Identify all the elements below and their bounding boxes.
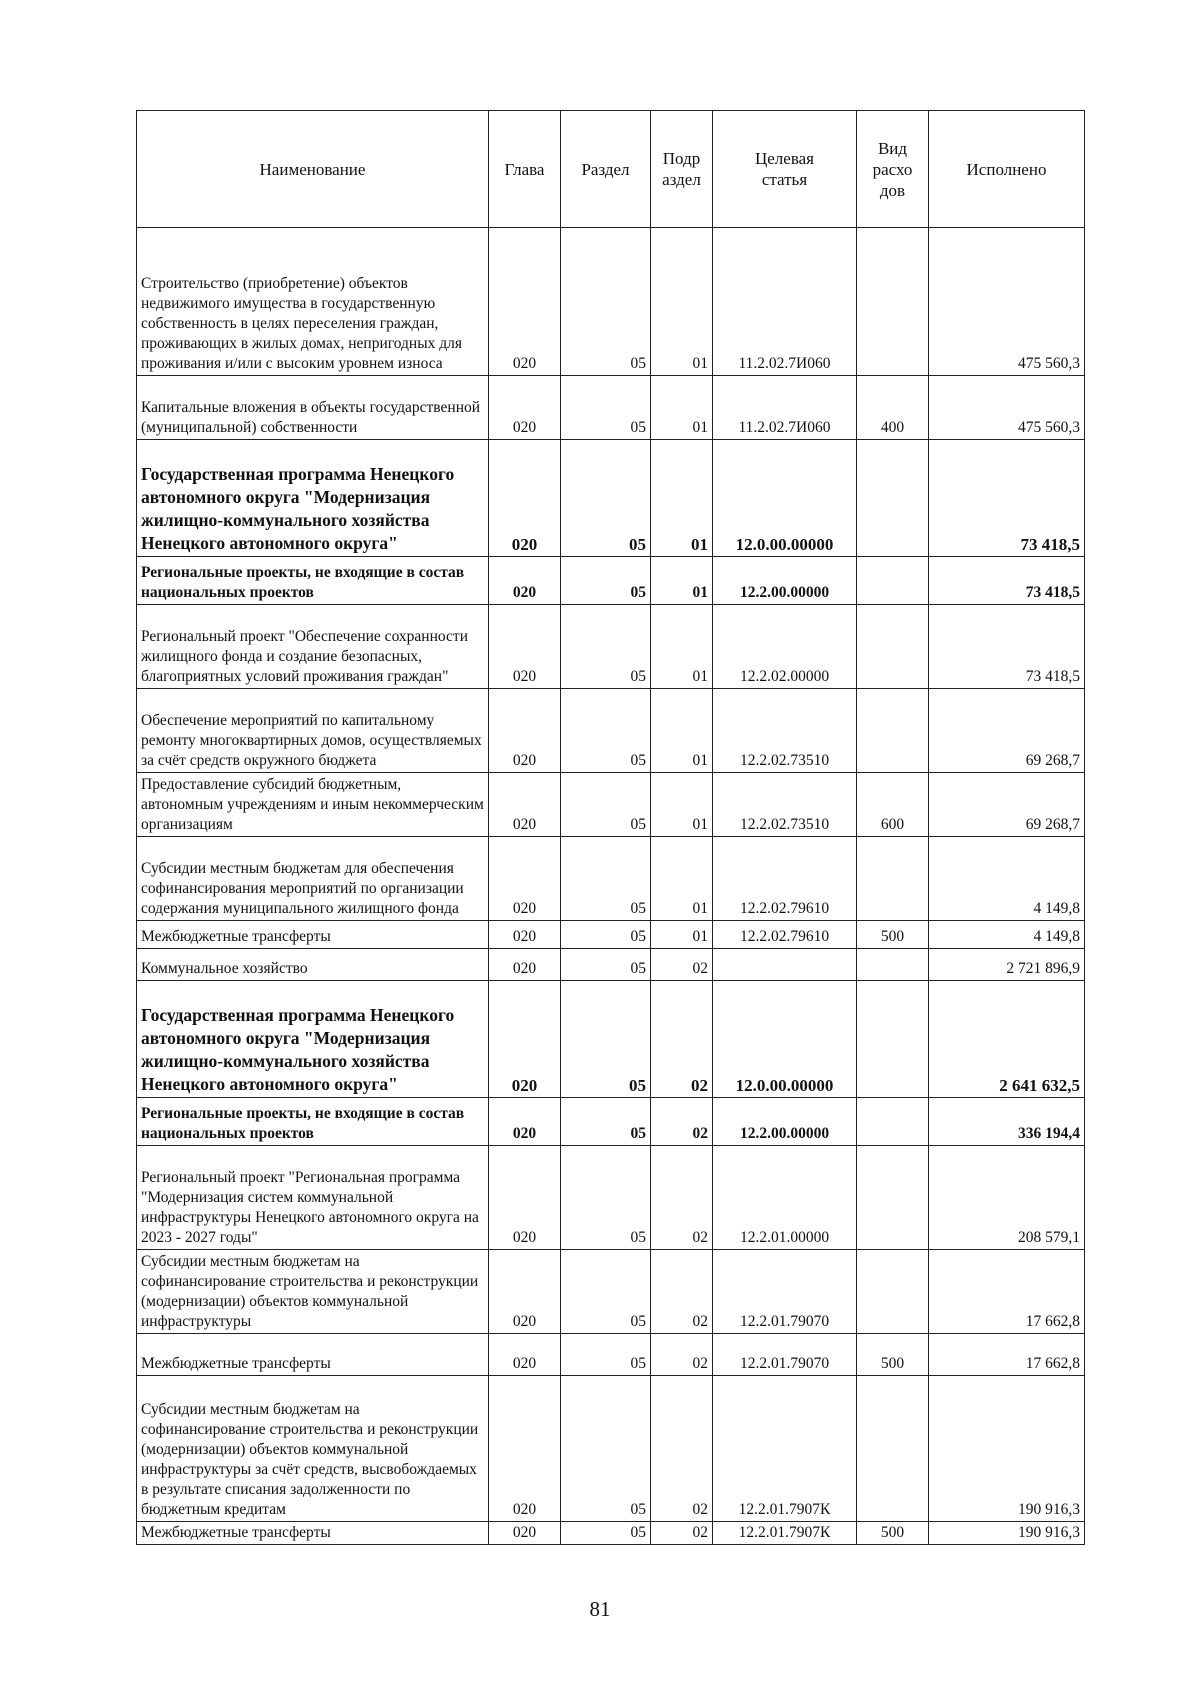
cell-section: 05 xyxy=(561,1098,651,1146)
cell-chapter: 020 xyxy=(489,440,561,557)
cell-chapter: 020 xyxy=(489,376,561,440)
cell-target: 12.2.02.79610 xyxy=(713,837,857,921)
cell-chapter: 020 xyxy=(489,773,561,837)
cell-name: Предоставление субсидий бюджетным, автономным учреждениям и иным некоммерческим организациям xyxy=(137,773,489,837)
cell-kind xyxy=(857,837,929,921)
table-row xyxy=(137,1334,1085,1376)
cell-executed: 4 149,8 xyxy=(929,837,1085,921)
table-row-project-group xyxy=(137,1098,1085,1146)
cell-executed: 17 662,8 xyxy=(929,1334,1085,1376)
cell-kind xyxy=(857,557,929,605)
table-row xyxy=(137,1146,1085,1250)
cell-executed: 475 560,3 xyxy=(929,228,1085,376)
cell-target xyxy=(713,949,857,981)
cell-section: 05 xyxy=(561,376,651,440)
cell-chapter: 020 xyxy=(489,1250,561,1334)
cell-subsection: 01 xyxy=(651,689,713,773)
cell-section: 05 xyxy=(561,689,651,773)
cell-subsection: 01 xyxy=(651,376,713,440)
cell-target: 12.0.00.00000 xyxy=(713,981,857,1098)
cell-kind xyxy=(857,440,929,557)
cell-subsection: 01 xyxy=(651,837,713,921)
cell-subsection: 01 xyxy=(651,921,713,949)
cell-kind: 500 xyxy=(857,1522,929,1545)
cell-executed: 73 418,5 xyxy=(929,605,1085,689)
cell-executed: 4 149,8 xyxy=(929,921,1085,949)
cell-section: 05 xyxy=(561,1250,651,1334)
cell-section: 05 xyxy=(561,837,651,921)
cell-executed: 190 916,3 xyxy=(929,1522,1085,1545)
cell-kind xyxy=(857,949,929,981)
cell-chapter: 020 xyxy=(489,605,561,689)
cell-target: 12.2.00.00000 xyxy=(713,1098,857,1146)
cell-target: 12.2.01.7907К xyxy=(713,1522,857,1545)
cell-target: 12.2.01.79070 xyxy=(713,1334,857,1376)
cell-executed: 69 268,7 xyxy=(929,689,1085,773)
cell-target: 12.2.01.7907К xyxy=(713,1376,857,1522)
cell-subsection: 01 xyxy=(651,228,713,376)
cell-executed: 208 579,1 xyxy=(929,1146,1085,1250)
cell-name: Межбюджетные трансферты xyxy=(137,921,489,949)
table-row xyxy=(137,605,1085,689)
cell-subsection: 02 xyxy=(651,1098,713,1146)
cell-kind xyxy=(857,228,929,376)
cell-target: 11.2.02.7И060 xyxy=(713,228,857,376)
cell-executed: 69 268,7 xyxy=(929,773,1085,837)
cell-kind xyxy=(857,605,929,689)
cell-target: 12.2.01.00000 xyxy=(713,1146,857,1250)
cell-target: 12.0.00.00000 xyxy=(713,440,857,557)
cell-executed: 2 641 632,5 xyxy=(929,981,1085,1098)
header-name: Наименование xyxy=(137,111,489,228)
header-section: Раздел xyxy=(561,111,651,228)
cell-section: 05 xyxy=(561,605,651,689)
cell-chapter: 020 xyxy=(489,557,561,605)
cell-subsection: 02 xyxy=(651,1376,713,1522)
table-row xyxy=(137,1376,1085,1522)
cell-kind: 600 xyxy=(857,773,929,837)
cell-chapter: 020 xyxy=(489,981,561,1098)
cell-name: Межбюджетные трансферты xyxy=(137,1334,489,1376)
budget-table xyxy=(136,110,1085,1545)
cell-kind: 500 xyxy=(857,921,929,949)
cell-kind xyxy=(857,1250,929,1334)
table-row xyxy=(137,921,1085,949)
cell-chapter: 020 xyxy=(489,921,561,949)
cell-chapter: 020 xyxy=(489,1146,561,1250)
cell-executed: 17 662,8 xyxy=(929,1250,1085,1334)
cell-kind xyxy=(857,1376,929,1522)
table-row xyxy=(137,228,1085,376)
page-number: 81 xyxy=(589,1597,611,1621)
cell-kind xyxy=(857,981,929,1098)
cell-kind: 400 xyxy=(857,376,929,440)
cell-executed: 2 721 896,9 xyxy=(929,949,1085,981)
cell-kind xyxy=(857,689,929,773)
cell-section: 05 xyxy=(561,1334,651,1376)
cell-name: Государственная программа Ненецкого автономного округа "Модернизация жилищно-коммунального хозяйства Ненецкого автономного округа" xyxy=(137,981,489,1098)
table-row-program xyxy=(137,981,1085,1098)
cell-executed: 73 418,5 xyxy=(929,557,1085,605)
cell-chapter: 020 xyxy=(489,228,561,376)
cell-executed: 336 194,4 xyxy=(929,1098,1085,1146)
cell-subsection: 02 xyxy=(651,1334,713,1376)
cell-name: Региональные проекты, не входящие в состав национальных проектов xyxy=(137,1098,489,1146)
table-row xyxy=(137,1250,1085,1334)
cell-executed: 73 418,5 xyxy=(929,440,1085,557)
cell-section: 05 xyxy=(561,228,651,376)
cell-chapter: 020 xyxy=(489,689,561,773)
table-row xyxy=(137,689,1085,773)
cell-target: 12.2.01.79070 xyxy=(713,1250,857,1334)
cell-section: 05 xyxy=(561,440,651,557)
cell-subsection: 01 xyxy=(651,605,713,689)
cell-target: 12.2.02.00000 xyxy=(713,605,857,689)
cell-name: Межбюджетные трансферты xyxy=(137,1522,489,1545)
header-executed: Исполнено xyxy=(929,111,1085,228)
cell-section: 05 xyxy=(561,557,651,605)
table-header xyxy=(137,111,1085,228)
cell-subsection: 01 xyxy=(651,440,713,557)
table-row xyxy=(137,773,1085,837)
cell-subsection: 02 xyxy=(651,949,713,981)
table-row-program xyxy=(137,440,1085,557)
cell-name: Обеспечение мероприятий по капитальному ремонту многоквартирных домов, осуществляемых за счёт средств окружного бюджета xyxy=(137,689,489,773)
cell-section: 05 xyxy=(561,1376,651,1522)
header-subsection: Подр аздел xyxy=(651,111,713,228)
header-chapter: Глава xyxy=(489,111,561,228)
cell-subsection: 01 xyxy=(651,773,713,837)
header-kind: Вид расхо дов xyxy=(857,111,929,228)
table-row-project-group xyxy=(137,557,1085,605)
header-target: Целевая статья xyxy=(713,111,857,228)
cell-target: 12.2.02.73510 xyxy=(713,689,857,773)
cell-chapter: 020 xyxy=(489,837,561,921)
cell-section: 05 xyxy=(561,773,651,837)
cell-subsection: 01 xyxy=(651,557,713,605)
cell-kind: 500 xyxy=(857,1334,929,1376)
cell-name: Строительство (приобретение) объектов недвижимого имущества в государственную собственность в целях переселения граждан, проживающих в жилых домах, непригодных для проживания и/или с высоким уровнем износа xyxy=(137,228,489,376)
cell-kind xyxy=(857,1146,929,1250)
cell-section: 05 xyxy=(561,981,651,1098)
cell-subsection: 02 xyxy=(651,981,713,1098)
table-row xyxy=(137,1522,1085,1545)
cell-target: 11.2.02.7И060 xyxy=(713,376,857,440)
cell-chapter: 020 xyxy=(489,1334,561,1376)
cell-target: 12.2.00.00000 xyxy=(713,557,857,605)
cell-chapter: 020 xyxy=(489,1522,561,1545)
cell-target: 12.2.02.79610 xyxy=(713,921,857,949)
cell-name: Коммунальное хозяйство xyxy=(137,949,489,981)
cell-name: Региональный проект "Обеспечение сохранности жилищного фонда и создание безопасных, благоприятных условий проживания граждан" xyxy=(137,605,489,689)
cell-chapter: 020 xyxy=(489,1376,561,1522)
cell-name: Субсидии местным бюджетам для обеспечения софинансирования мероприятий по организации содержания муниципального жилищного фонда xyxy=(137,837,489,921)
cell-executed: 475 560,3 xyxy=(929,376,1085,440)
cell-chapter: 020 xyxy=(489,949,561,981)
cell-name: Субсидии местным бюджетам на софинансирование строительства и реконструкции (модернизации) объектов коммунальной инфраструктуры xyxy=(137,1250,489,1334)
cell-subsection: 02 xyxy=(651,1250,713,1334)
cell-name: Капитальные вложения в объекты государственной (муниципальной) собственности xyxy=(137,376,489,440)
cell-name: Субсидии местным бюджетам на софинансирование строительства и реконструкции (модернизации) объектов коммунальной инфраструктуры за счёт средств, высвобождаемых в результате списания задолженности по бюджетным кредитам xyxy=(137,1376,489,1522)
cell-subsection: 02 xyxy=(651,1146,713,1250)
cell-target: 12.2.02.73510 xyxy=(713,773,857,837)
cell-section: 05 xyxy=(561,1522,651,1545)
table-row xyxy=(137,949,1085,981)
cell-executed: 190 916,3 xyxy=(929,1376,1085,1522)
cell-kind xyxy=(857,1098,929,1146)
table-row xyxy=(137,837,1085,921)
cell-section: 05 xyxy=(561,921,651,949)
cell-name: Государственная программа Ненецкого автономного округа "Модернизация жилищно-коммунального хозяйства Ненецкого автономного округа" xyxy=(137,440,489,557)
table-row xyxy=(137,376,1085,440)
cell-chapter: 020 xyxy=(489,1098,561,1146)
cell-name: Региональный проект "Региональная программа "Модернизация систем коммунальной инфраструктуры Ненецкого автономного округа на 2023 - 2027 годы" xyxy=(137,1146,489,1250)
cell-section: 05 xyxy=(561,1146,651,1250)
cell-name: Региональные проекты, не входящие в состав национальных проектов xyxy=(137,557,489,605)
cell-section: 05 xyxy=(561,949,651,981)
cell-subsection: 02 xyxy=(651,1522,713,1545)
